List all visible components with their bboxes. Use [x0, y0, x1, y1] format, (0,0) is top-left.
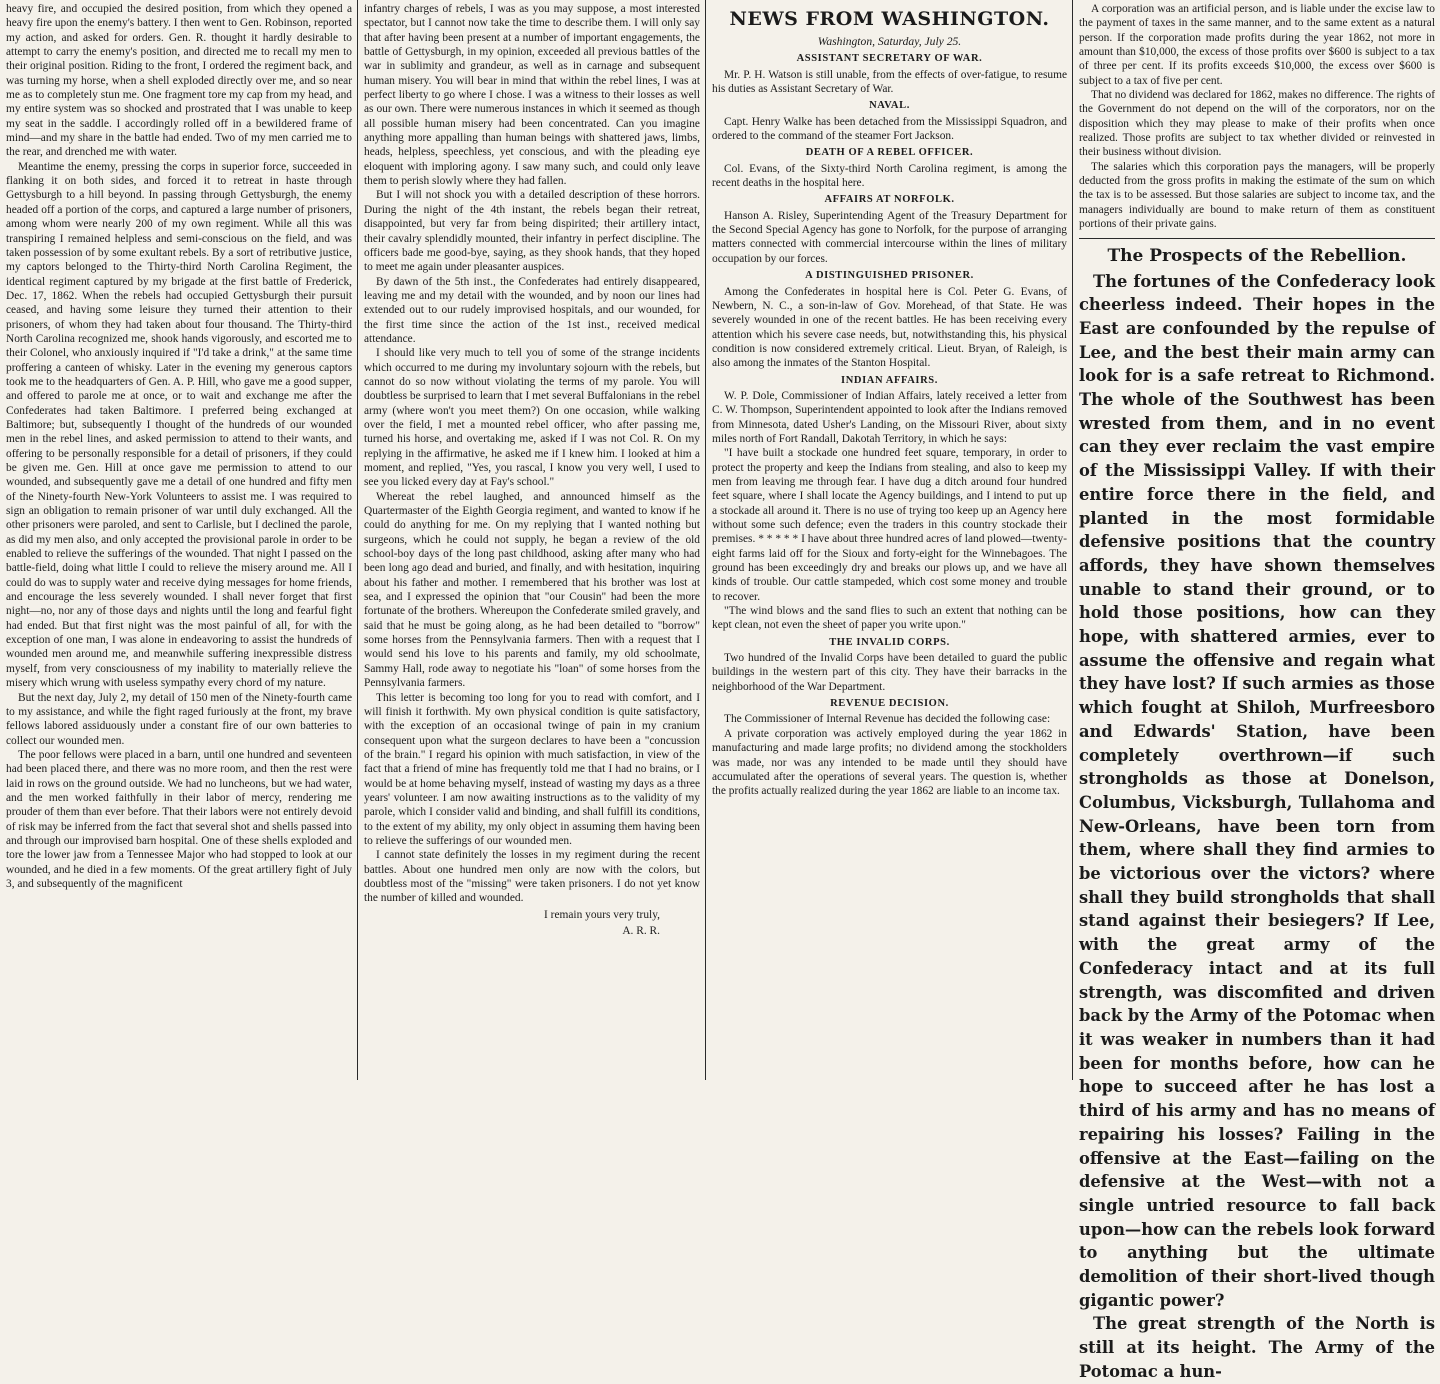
news-subheading: DEATH OF A REBEL OFFICER. [805, 147, 974, 159]
news-subheading: AFFAIRS AT NORFOLK. [824, 194, 955, 206]
news-subheading: A DISTINGUISHED PRISONER. [805, 270, 974, 282]
column-2 [357, 0, 705, 1080]
decision-paragraph: A corporation was an artificial person, and is liable under the excise law to the payment of taxes in the same manner, and to the same extent as a natural person. If the corporation made profits during the year 1862, not more in amount than $10,000, the excess of those profits over $600 is subject to a tax of three per cent. If its profits exceeds $10,000, the excess over $600 is subject to a tax of five per cent. [1079, 3, 1435, 87]
dateline: Washington, Saturday, July 25. [817, 35, 962, 48]
decision-paragraph: The salaries which this corporation pays the managers, will be properly deducted from the gross profits in making the estimate of the sum on which the tax is to be assessed. But those salaries are subject to income tax, and the managers individually are bound to make return of them as constituent portions of their private gains. [1079, 160, 1435, 231]
news-quote: "I have built a stockade one hundred feet square, temporary, in order to protect the property and keep the Indians from stealing, and also to keep my men from leaving me through fear. I have dug a ditch around four hundred feet square, where I shall locate the Agency buildings, and I intend to put up a stockade all around it. There is no use of trying too keep up an Agency here without some such defence; even the traders in this country stockade their premises. * * * * * I have about three hundred acres of land plowed—twenty-eight farms laid off for the Sioux and forty-eight for the Winnebagoes. The ground has been exceedingly dry and breaks our plows up, and we have all kinds of trouble. Our cattle stampeded, which cost some money and trouble to recover. [712, 447, 1067, 603]
article-paragraph: I cannot state definitely the losses in my regiment during the recent battles. About one hundred men only are now with the colors, but doubtless most of the "missing" were taken prisoners. I do not yet know the number of killed and wounded. [364, 849, 700, 905]
editorial-heading: The Prospects of the Rebellion. [1107, 245, 1407, 266]
section-divider [1079, 238, 1435, 239]
article-paragraph: By dawn of the 5th inst., the Confederates had entirely disappeared, leaving me and my detail with the wounded, and by noon our lines had extended out to our rudely improvised hospitals, and our wounded, for the first time since the action of the 1st inst., received medical attendance. [364, 275, 700, 345]
news-quote: "The wind blows and the sand flies to such an extent that nothing can be kept clean, not even the sheet of paper you write upon." [712, 605, 1067, 632]
article-paragraph: This letter is becoming too long for you to read with comfort, and I will finish it forthwith. My own physical condition is quite satisfactory, with the exception of an occasional twinge of pain in my cranium consequent upon what the surgeon declares to have been a "concussion of the brain." I regard his opinion with much satisfaction, in view of the fact that a friend of mine has frequently told me that I had no brains, or I would be at home behaving myself, instead of wasting my days as a three years' volunteer. I am now awaiting instructions as to the validity of my parole, which I consider valid and binding, and shall fulfill its conditions, to the extent of my ability, my only object in assuming them having been to relieve the sufferings of our wounded men. [364, 691, 700, 847]
article-paragraph: infantry charges of rebels, I was as you may suppose, a most interested spectator, but I cannot now take the time to describe them. I will only say that after having been present at a number of important engagements, the battle of Gettysburgh, in my opinion, exceeded all previous battles of the war in sublimity and grandeur, as well as in carnage and subsequent human misery. You will bear in mind that within the rebel lines, I was at perfect liberty to go where I chose. I was a witness to their losses as well as our own. There were numerous instances in which it seemed as though all possible human misery had been concentrated. Can you imagine anything more appalling than human beings with shattered jaws, limbs, heads, helpless, speechless, yet conscious, and with the pleading eye eloquent with imploring agony. I saw many such, and could only leave them to perish slowly where they had fallen. [364, 3, 700, 188]
article-paragraph: heavy fire, and occupied the desired position, from which they opened a heavy fire upon the enemy's battery. I then went to Gen. Robinson, reported my action, and asked for orders. Gen. R. thought it hardly desirable to attempt to carry the enemy's position, and directed me to recall my men to their original position. Riding to the front, I ordered the regiment back, and was turning my horse, when a shell exploded directly over me, and so near me as to completely stun me. One fragment tore my cap from my head, and my entire system was so shocked and prostrated that I was unable to keep my seat in the saddle. I accordingly rolled off in a bewildered frame of mind—and my share in the battle had ended. Two of my men carried me to the rear, and drenched me with water. [6, 3, 352, 159]
article-paragraph: But I will not shock you with a detailed description of these horrors. During the night of the 4th instant, the rebels began their retreat, disappointed, but very far from being dispirited; their artillery intact, their cavalry splendidly mounted, their infantry in perfect discipline. The officers bade me good-bye, saying, as they shook hands, that they hoped to meet me again under pleasanter auspices. [364, 189, 700, 274]
editorial-body [1079, 270, 1435, 1384]
news-paragraph: Two hundred of the Invalid Corps have been detailed to guard the public buildings in the western part of this city. They have their barracks in the neighborhood of the War Department. [712, 652, 1067, 693]
section-masthead: NEWS FROM WASHINGTON. [729, 8, 1050, 30]
article-paragraph: Meantime the enemy, pressing the corps in superior force, succeeded in flanking it on both sides, and forced it to retreat in haste through Gettysburgh to a hill beyond. In passing through Gettysburgh, the enemy headed off a portion of the corps, and captured a large number of prisoners, among whom were nearly 200 of my own regiment. While all this was transpiring I remained helpless and semi-conscious on the field, and was taken possession of by some exultant rebels. By a sort of retributive justice, my captors belonged to the Thirty-third North Carolina Regiment, the identical regiment captured by my brigade at the first battle of Frederick, Dec. 17, 1862. When the rebels had occupied Gettysburgh their pursuit ceased, and having some leisure they turned their attention to their prisoners, of whom they had taken about four thousand. The Thirty-third North Carolina recognized me, shook hands vigorously, and escorted me to their Colonel, who anxiously inquired if "I'd take a drink," at the same time proffering a canteen of whisky. Later in the evening my generous captors took me to the headquarters of Gen. A. P. Hill, who gave me a good supper, and offered to parole me at once, or to wait and exchange me after the Confederates had taken Baltimore. I preferred being exchanged at Baltimore; but, subsequently I thought of the hundreds of our wounded men in the rebel lines, and asked permission to attend to their wants, and offering to be personally responsible for a detail of prisoners, if they could be given me. Gen. Hill at once gave me permission to attend to our wounded, and subsequently gave me a detail of one hundred and fifty men of the Ninety-fourth New-York Volunteers to assist me. I was required to sign an obligation to remain prisoner of war until duly exchanged. All the other prisoners were paroled, and sent to Carlisle, but I declined the parole, as did my men also, and only accepted the provisional parole in order to be enabled to relieve the sufferings of the wounded. That night I passed on the battle-field, doing what little I could to relieve the misery around me. All I could do was to supply water and receive dying messages for home friends, and encourage the less severely wounded. I shall never forget that first night—no, nor any of those days and nights until the long and fearful fight had ended. But that first night was the most painful of all, for with the exception of one man, I was alone in endeavoring to assist the hundreds of wounded men around me, and meanwhile suffering inexpressible distress myself, from very consciousness of my inability to materially relieve the misery which wrung with useless sympathy every chord of my nature. [6, 160, 352, 690]
news-subheading: INDIAN AFFAIRS. [841, 374, 938, 386]
news-paragraph: The Commissioner of Internal Revenue has decided the following case: [724, 713, 1051, 726]
article-paragraph: The poor fellows were placed in a barn, until one hundred and seventeen had been placed there, and there was no more room, and then the rest were laid in rows on the ground outside. We had no luncheons, but we had water, and the men worked faithfully in their labor of mercy, rendering me prouder of them than ever before. That their labors were not entirely devoid of risk may be inferred from the fact that several shot and shells passed into and through our improvised barn hospital. One of these shells exploded and tore the lower jaw from a Tennessee Major who had stopped to look at our wounded, and he died in a few moments. Of the great artillery fight of July 3, and subsequently of the magnificent [6, 748, 352, 890]
letter-closing: I remain yours very truly, [544, 908, 660, 921]
article-paragraph: I should like very much to tell you of some of the strange incidents which occurred to me during my involuntary sojourn with the rebels, but cannot do so now without violating the terms of my parole. You will doubtless be surprised to learn that I met several Buffalonians in the rebel army (where won't you meet them?) On one occasion, while walking over the field, I met a mounted rebel officer, who after passing me, turned his horse, and overtaking me, asked if I was not Col. R. On my replying in the affirmative, he asked me if I knew him. I looked at him a moment, and replied, "Yes, you rascal, I know you very well, I used to see you licked every day at Fay's school." [364, 347, 700, 489]
column-1 [0, 0, 357, 1080]
article-paragraph: Whereat the rebel laughed, and announced himself as the Quartermaster of the Eighth Georgia regiment, and wanted to know if he could do anything for me. On my replying that I wanted nothing but surgeons, which he could not supply, he began a review of the old school-boy days of the long past childhood, asking after many who had been long ago dead and buried, and finally, and with hesitation, inquiring about his father and mother. I remembered that his brother was lost at sea, and I expressed the opinion that "our Cousin" had been the more fortunate of the brothers. Whereupon the Confederate smiled gravely, and said that he must be going along, as he had been detailed to "borrow" some horses from the Pennsylvania farmers. Then with a request that I would send his love to his parents and family, my old schoolmate, Sammy Hall, rode away to negotiate his "loan" of some horses from the Pennsylvania farmers. [364, 490, 700, 690]
column-3 [705, 0, 1072, 1080]
news-subheading: NAVAL. [869, 100, 910, 112]
news-paragraph: Col. Evans, of the Sixty-third North Carolina regiment, is among the recent deaths in the hospital here. [712, 162, 1067, 190]
news-subheading: THE INVALID CORPS. [829, 636, 950, 648]
news-subheading: ASSISTANT SECRETARY OF WAR. [796, 53, 983, 65]
news-paragraph: Among the Confederates in hospital here is Col. Peter G. Evans, of Newbern, N. C., a son-in-law of Gov. Morehead, of that State. He was severely wounded in one of the recent battles. He has been receiving every attention which his severe case needs, but, notwithstanding this, his physical condition is now considered extremely critical. Lieut. Bryan, of Raleigh, is also among the inmates of the Stanton Hospital. [712, 285, 1067, 370]
news-paragraph: Mr. P. H. Watson is still unable, from the effects of over-fatigue, to resume his duties as Assistant Secretary of War. [712, 68, 1067, 96]
letter-signature: A. R. R. [622, 925, 660, 937]
news-paragraph: Hanson A. Risley, Superintending Agent of the Treasury Department for the Second Special Agency has gone to Norfolk, for the purpose of arranging matters connected with commercial intercourse within the lines of military occupation by our forces. [712, 209, 1067, 265]
news-paragraph: Capt. Henry Walke has been detached from the Mississippi Squadron, and ordered to the command of the steamer Fort Jackson. [712, 115, 1067, 143]
editorial-paragraph: The great strength of the North is still at its height. The Army of the Potomac a hun- [1079, 1314, 1435, 1381]
editorial-paragraph: The fortunes of the Confederacy look cheerless indeed. Their hopes in the East are confounded by the repulse of Lee, and the best their main army can look for is a safe retreat to Richmond. The whole of the Southwest has been wrested from them, and in no event can they ever reclaim the vast empire of the Mississippi Valley. If with their entire force there in the field, and planted in the most formidable defensive positions that the country affords, they have shown themselves unable to stand their ground, or to hold those positions, how can they hope, with shattered armies, ever to assume the offensive and regain what they have lost? If such armies as those which fought at Shiloh, Murfreesboro and Edwards' Station, have been completely overthrown—if such strongholds as those at Donelson, Columbus, Vicksburgh, Tullahoma and New-Orleans, have been torn from them, where shall they find armies to be victorious over the victors? where shall they build strongholds that shall stand against their besiegers? If Lee, with the great army of the Confederacy intact and at its full strength, was discomfited and driven back by the Army of the Potomac when it was weaker in numbers than it had been for months before, how can he hope to succeed after he has lost a third of his army and has no means of repairing his losses? Failing in the offensive at the East—failing on the defensive at the West—with not a single untried resource to fall back upon—how can the rebels look forward to anything but the ultimate demolition of their short-lived though gigantic power? [1079, 271, 1435, 1310]
news-paragraph: W. P. Dole, Commissioner of Indian Affairs, lately received a letter from C. W. Thompson, Superintendent appointed to look after the Indians removed from Minnesota, dated Usher's Landing, on the Missouri River, about sixty miles north of Fort Randall, Dakotah Territory, in which he says: [712, 389, 1067, 445]
article-paragraph: But the next day, July 2, my detail of 150 men of the Ninety-fourth came to my assistance, and while the fight raged furiously at the front, my brave fellows labored assiduously under a constant fire of our own batteries to collect our wounded men. [6, 691, 352, 747]
decision-paragraph: That no dividend was declared for 1862, makes no difference. The rights of the Government do not depend on the will of the corporators, nor on the disposition which they may please to make of their profits when once realized. Those profits are subject to tax whether divided or reinvested in their business without division. [1079, 89, 1435, 159]
news-paragraph: A private corporation was actively employed during the year 1862 in manufacturing and made large profits; no dividend among the stockholders was made, nor was any intended to be made until they should have accumulated after the operations of several years. The question is, whether the profits actually realized during the year 1862 are liable to an income tax. [712, 727, 1067, 798]
column-4 [1072, 0, 1440, 1381]
news-subheading: REVENUE DECISION. [830, 698, 949, 710]
